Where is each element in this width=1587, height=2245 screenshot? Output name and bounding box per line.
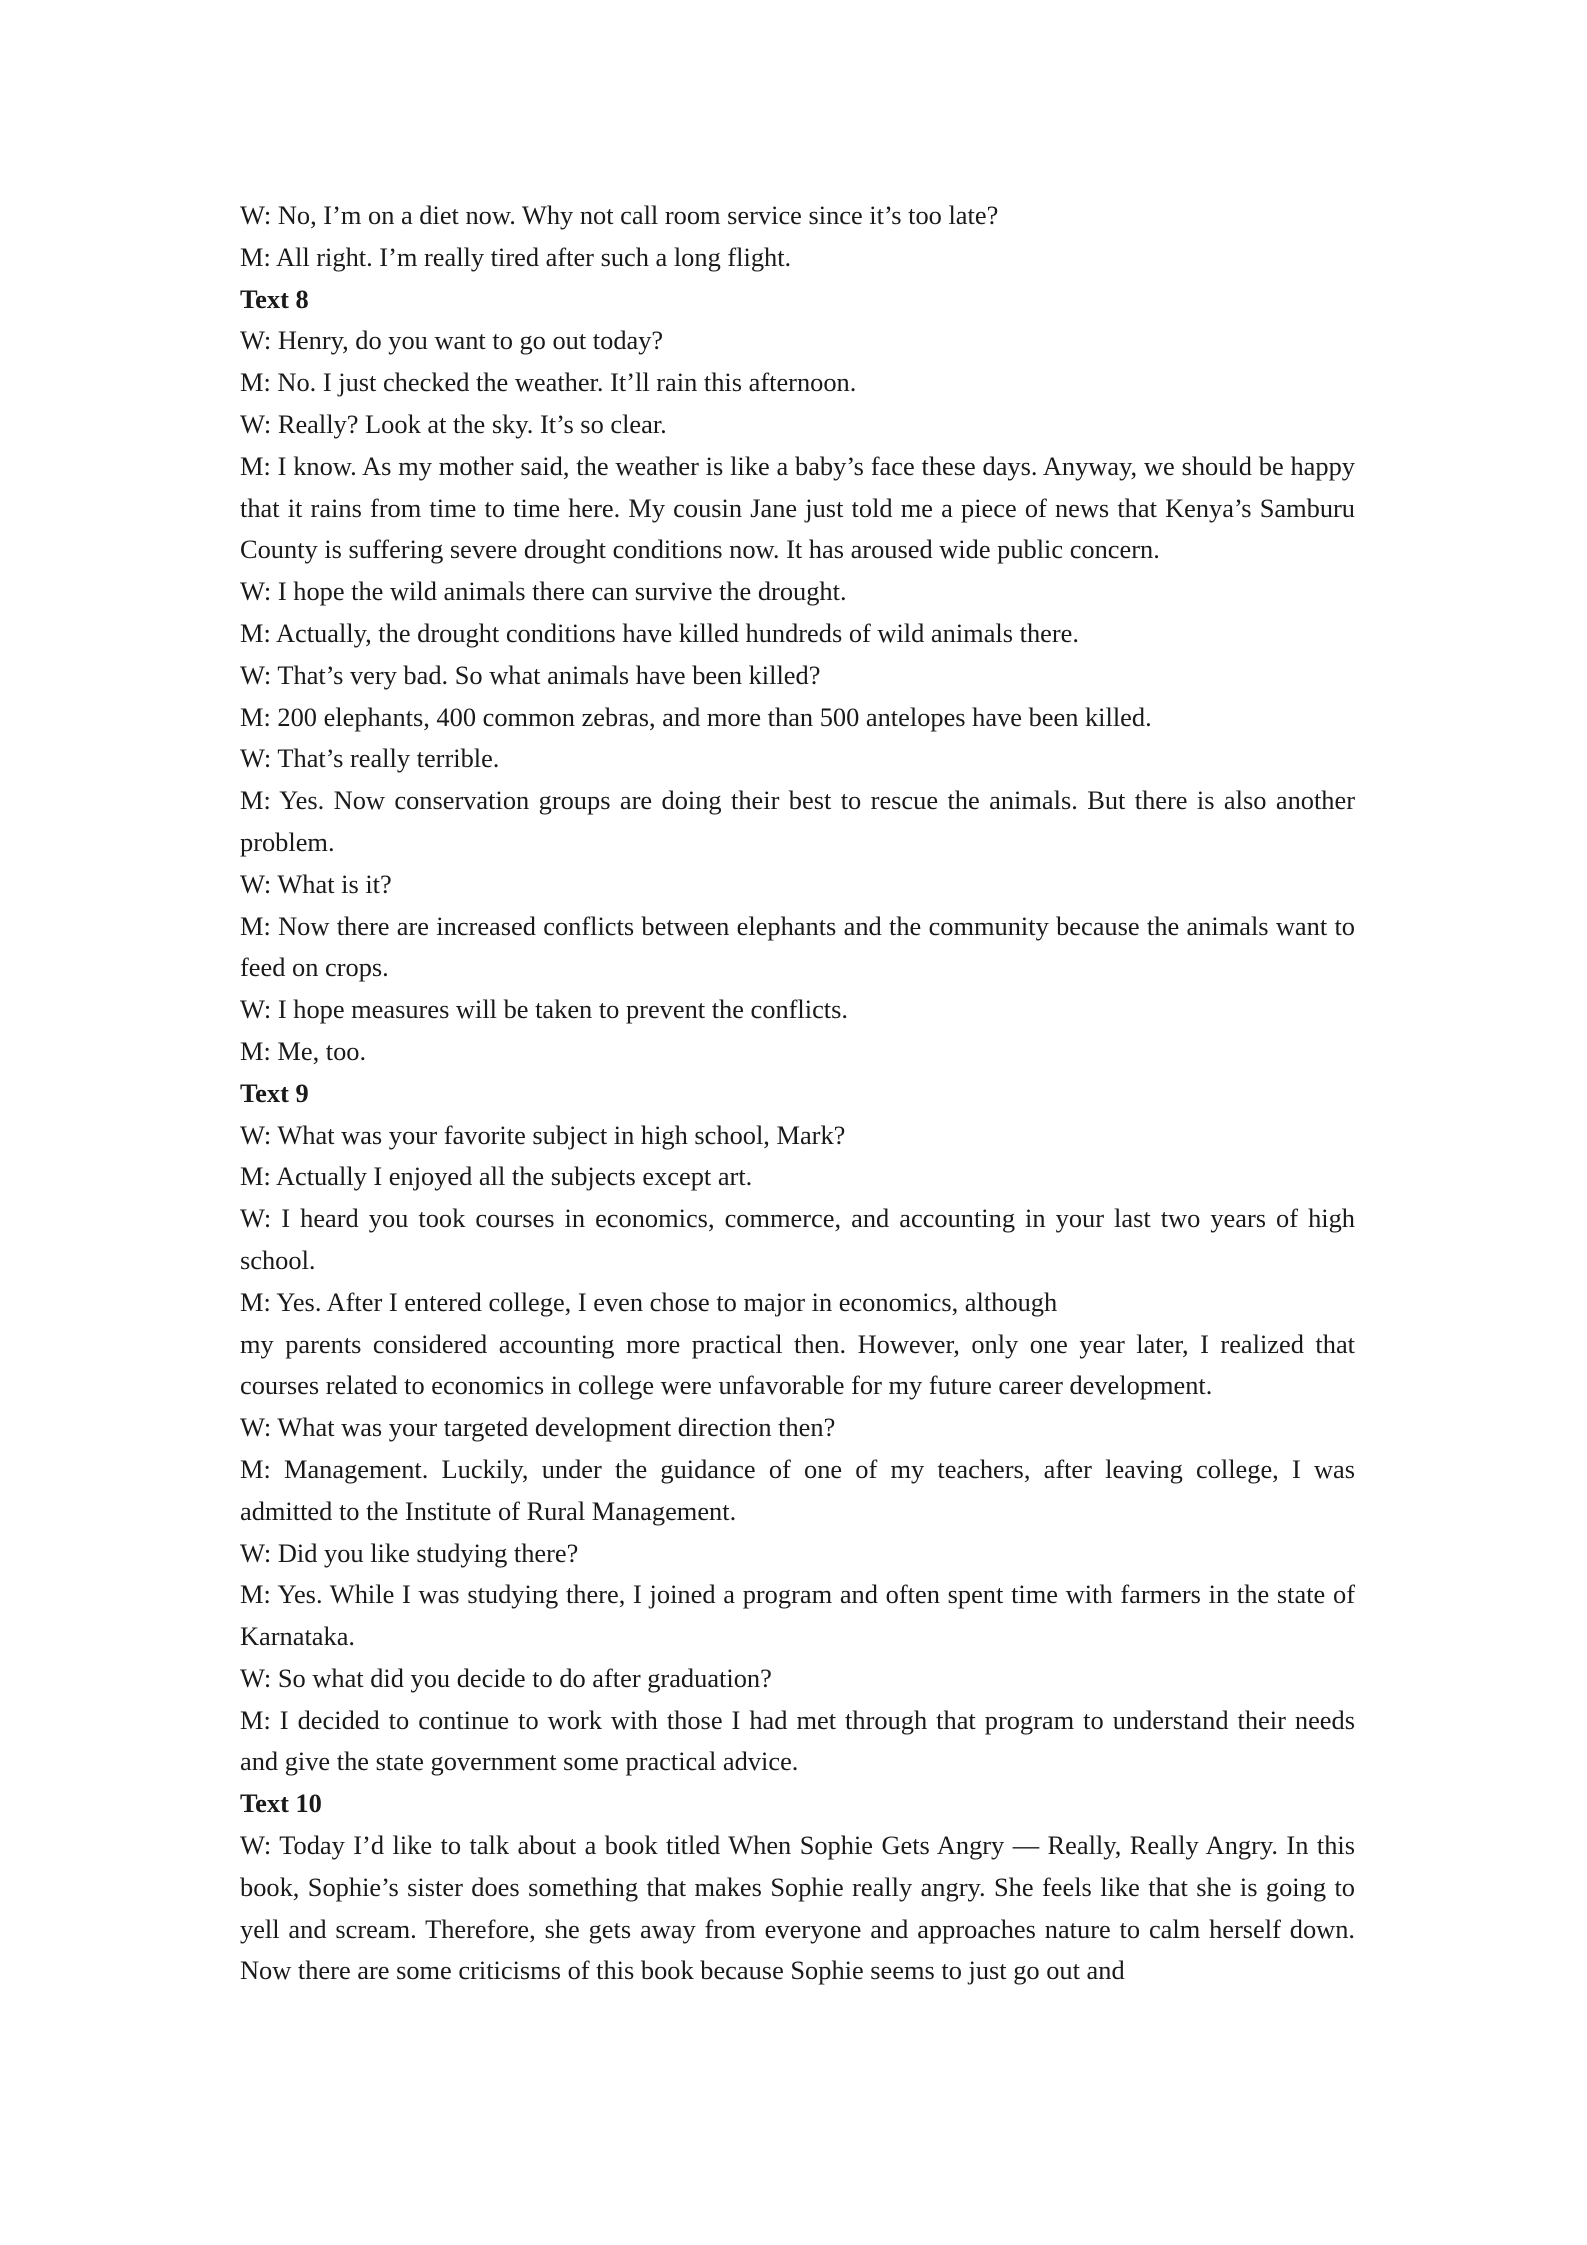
dialogue-line: W: What is it? — [240, 868, 392, 899]
dialogue-line: W: Henry, do you want to go out today? — [240, 325, 664, 356]
dialogue-line: W: That’s very bad. So what animals have been killed? — [240, 659, 821, 690]
section-heading: Text 10 — [240, 1788, 322, 1819]
dialogue-line: W: I heard you took courses in economics, commerce, and accounting in your last two years of high school. — [240, 1203, 1355, 1275]
document-page — [240, 195, 1355, 1992]
section-heading: Text 8 — [240, 283, 309, 314]
dialogue-line: M: Now there are increased conflicts between elephants and the community because the animals want to feed on crops. — [240, 910, 1355, 983]
dialogue-line: M: Actually I enjoyed all the subjects except art. — [240, 1161, 753, 1192]
section-heading: Text 9 — [240, 1077, 309, 1108]
dialogue-line: W: I hope the wild animals there can survive the drought. — [240, 576, 847, 607]
dialogue-line: M: All right. I’m really tired after such a long flight. — [240, 241, 792, 272]
dialogue-line: W: Did you like studying there? — [240, 1537, 579, 1568]
dialogue-line: M: I know. As my mother said, the weather is like a baby’s face these days. Anyway, we should be happy that it rains from time to time here. My cousin Jane just told me a piece of news that Kenya’s Samburu County is suffering severe drought conditions now. It has aroused wide public concern. — [240, 450, 1355, 565]
dialogue-line: my parents considered accounting more practical then. However, only one year later, I realized that courses related to economics in college were unfavorable for my future career development. — [240, 1328, 1355, 1401]
dialogue-line: M: Actually, the drought conditions have killed hundreds of wild animals there. — [240, 617, 1079, 648]
dialogue-line: M: Me, too. — [240, 1035, 367, 1066]
dialogue-line: M: No. I just checked the weather. It’ll rain this afternoon. — [240, 367, 857, 398]
dialogue-line: M: Yes. After I entered college, I even chose to major in economics, although — [240, 1286, 1058, 1317]
dialogue-line: W: Really? Look at the sky. It’s so clear. — [240, 408, 667, 439]
dialogue-line: M: 200 elephants, 400 common zebras, and more than 500 antelopes have been killed. — [240, 701, 1152, 732]
dialogue-line: W: That’s really terrible. — [240, 743, 500, 774]
dialogue-line: M: Management. Luckily, under the guidance of one of my teachers, after leaving college, I was admitted to the Institute of Rural Management. — [240, 1453, 1355, 1526]
dialogue-line: M: Yes. Now conservation groups are doing their best to rescue the animals. But there is also another problem. — [240, 785, 1355, 857]
dialogue-line: W: So what did you decide to do after graduation? — [240, 1662, 772, 1693]
dialogue-line: W: What was your favorite subject in high school, Mark? — [240, 1119, 846, 1150]
dialogue-line: W: Today I’d like to talk about a book titled When Sophie Gets Angry — Really, Really Angry. In this book, Sophie’s sister does something that makes Sophie really angry. She feels like that she is going to yell and scream. Therefore, she gets away from everyone and approaches nature to calm herself down. Now there are some criticisms of this book because Sophie seems to just go out and — [240, 1830, 1355, 1986]
dialogue-line: M: I decided to continue to work with those I had met through that program to understand their needs and give the state government some practical advice. — [240, 1704, 1355, 1777]
dialogue-line: M: Yes. While I was studying there, I joined a program and often spent time with farmers in the state of Karnataka. — [240, 1579, 1355, 1652]
dialogue-line: W: No, I’m on a diet now. Why not call room service since it’s too late? — [240, 200, 999, 230]
dialogue-line: W: I hope measures will be taken to prevent the conflicts. — [240, 994, 849, 1025]
dialogue-line: W: What was your targeted development direction then? — [240, 1412, 836, 1443]
